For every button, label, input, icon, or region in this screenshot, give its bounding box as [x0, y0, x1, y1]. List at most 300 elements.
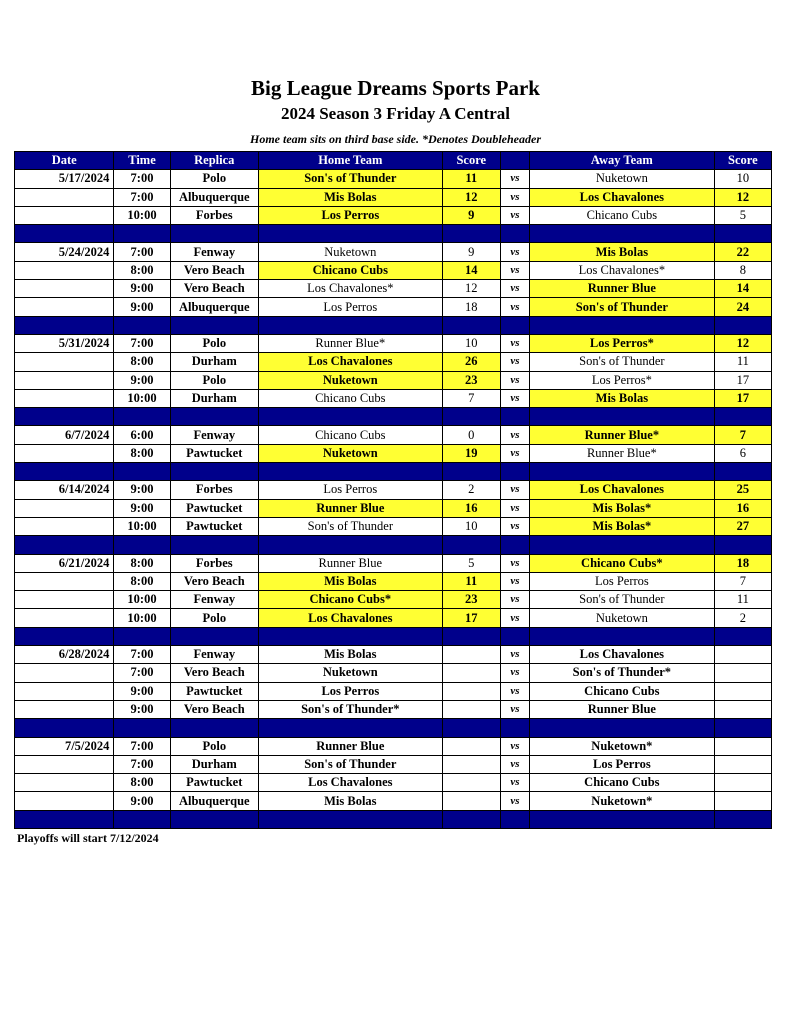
home-score: 2 — [442, 481, 500, 499]
vs-label: vs — [500, 389, 529, 407]
home-score — [442, 737, 500, 755]
game-row — [15, 554, 772, 572]
separator-cell — [15, 719, 114, 737]
away-team: Los Perros — [530, 755, 715, 773]
home-team: Runner Blue — [258, 499, 442, 517]
game-time: 7:00 — [114, 737, 170, 755]
game-date — [15, 206, 114, 224]
game-field: Vero Beach — [170, 700, 258, 718]
game-row — [15, 261, 772, 279]
game-date: 5/31/2024 — [15, 334, 114, 352]
separator-cell — [714, 463, 771, 481]
separator-cell — [714, 536, 771, 554]
home-team: Nuketown — [258, 243, 442, 261]
separator-cell — [500, 463, 529, 481]
game-time: 10:00 — [114, 609, 170, 627]
game-date — [15, 792, 114, 810]
away-team: Son's of Thunder* — [530, 664, 715, 682]
game-row — [15, 737, 772, 755]
away-score: 17 — [714, 371, 771, 389]
game-row — [15, 170, 772, 188]
home-team: Son's of Thunder — [258, 170, 442, 188]
separator-cell — [500, 536, 529, 554]
week-separator — [15, 463, 772, 481]
home-score: 18 — [442, 298, 500, 316]
game-field: Fenway — [170, 243, 258, 261]
game-field: Polo — [170, 609, 258, 627]
away-team: Mis Bolas — [530, 389, 715, 407]
home-score: 26 — [442, 353, 500, 371]
game-date — [15, 298, 114, 316]
game-time: 9:00 — [114, 700, 170, 718]
vs-label: vs — [500, 261, 529, 279]
away-team: Chicano Cubs — [530, 682, 715, 700]
separator-cell — [714, 316, 771, 334]
separator-cell — [442, 316, 500, 334]
separator-cell — [114, 719, 170, 737]
home-team: Los Chavalones — [258, 353, 442, 371]
home-score: 16 — [442, 499, 500, 517]
home-team: Los Perros — [258, 298, 442, 316]
schedule-table — [14, 151, 772, 829]
column-header-home-score: Score — [442, 152, 500, 170]
page-title: Big League Dreams Sports Park — [251, 76, 540, 100]
game-row — [15, 774, 772, 792]
home-team: Chicano Cubs* — [258, 591, 442, 609]
separator-cell — [170, 536, 258, 554]
game-field: Durham — [170, 353, 258, 371]
vs-label: vs — [500, 737, 529, 755]
away-score — [714, 700, 771, 718]
game-row — [15, 664, 772, 682]
away-team: Runner Blue — [530, 280, 715, 298]
away-team: Mis Bolas* — [530, 517, 715, 535]
away-score — [714, 682, 771, 700]
game-date: 6/21/2024 — [15, 554, 114, 572]
game-row — [15, 609, 772, 627]
game-date — [15, 591, 114, 609]
home-score — [442, 755, 500, 773]
separator-cell — [15, 536, 114, 554]
separator-cell — [170, 463, 258, 481]
vs-label: vs — [500, 426, 529, 444]
separator-cell — [530, 316, 715, 334]
away-score: 24 — [714, 298, 771, 316]
game-row — [15, 353, 772, 371]
separator-cell — [114, 225, 170, 243]
separator-cell — [15, 627, 114, 645]
game-field: Pawtucket — [170, 682, 258, 700]
away-team: Son's of Thunder — [530, 353, 715, 371]
away-team: Los Chavalones — [530, 646, 715, 664]
game-time: 9:00 — [114, 499, 170, 517]
home-score: 14 — [442, 261, 500, 279]
week-separator — [15, 408, 772, 426]
game-time: 10:00 — [114, 517, 170, 535]
vs-label: vs — [500, 517, 529, 535]
separator-cell — [170, 225, 258, 243]
vs-label: vs — [500, 554, 529, 572]
game-date — [15, 389, 114, 407]
game-time: 8:00 — [114, 353, 170, 371]
home-score: 19 — [442, 444, 500, 462]
vs-label: vs — [500, 774, 529, 792]
game-row — [15, 572, 772, 590]
away-score — [714, 664, 771, 682]
vs-label: vs — [500, 646, 529, 664]
separator-cell — [114, 627, 170, 645]
home-team: Los Chavalones — [258, 609, 442, 627]
home-score: 10 — [442, 334, 500, 352]
home-team: Son's of Thunder — [258, 755, 442, 773]
game-row — [15, 481, 772, 499]
separator-cell — [442, 225, 500, 243]
game-date: 6/28/2024 — [15, 646, 114, 664]
game-date — [15, 353, 114, 371]
away-score: 11 — [714, 591, 771, 609]
vs-label: vs — [500, 499, 529, 517]
separator-cell — [15, 463, 114, 481]
home-team: Son's of Thunder* — [258, 700, 442, 718]
away-score: 12 — [714, 334, 771, 352]
game-field: Vero Beach — [170, 261, 258, 279]
separator-cell — [15, 408, 114, 426]
separator-cell — [258, 810, 442, 828]
away-team: Chicano Cubs — [530, 206, 715, 224]
game-time: 9:00 — [114, 280, 170, 298]
game-date — [15, 280, 114, 298]
separator-cell — [15, 225, 114, 243]
vs-label: vs — [500, 664, 529, 682]
week-separator — [15, 810, 772, 828]
vs-label: vs — [500, 243, 529, 261]
game-row — [15, 755, 772, 773]
away-score: 22 — [714, 243, 771, 261]
separator-cell — [170, 627, 258, 645]
game-date — [15, 444, 114, 462]
game-time: 7:00 — [114, 646, 170, 664]
week-separator — [15, 627, 772, 645]
game-time: 8:00 — [114, 261, 170, 279]
home-score — [442, 682, 500, 700]
game-time: 10:00 — [114, 591, 170, 609]
away-team: Son's of Thunder — [530, 298, 715, 316]
game-field: Albuquerque — [170, 298, 258, 316]
home-score: 9 — [442, 243, 500, 261]
separator-cell — [170, 408, 258, 426]
game-date — [15, 774, 114, 792]
page-subtitle: 2024 Season 3 Friday A Central — [280, 104, 511, 123]
separator-cell — [258, 719, 442, 737]
separator-cell — [258, 627, 442, 645]
separator-cell — [15, 810, 114, 828]
away-score: 16 — [714, 499, 771, 517]
home-score: 11 — [442, 170, 500, 188]
game-time: 10:00 — [114, 206, 170, 224]
game-field: Forbes — [170, 554, 258, 572]
home-score: 12 — [442, 188, 500, 206]
separator-cell — [258, 316, 442, 334]
away-team: Los Chavalones* — [530, 261, 715, 279]
vs-label: vs — [500, 755, 529, 773]
vs-label: vs — [500, 481, 529, 499]
vs-label: vs — [500, 298, 529, 316]
game-field: Durham — [170, 755, 258, 773]
home-team: Mis Bolas — [258, 572, 442, 590]
separator-cell — [500, 810, 529, 828]
game-date — [15, 499, 114, 517]
vs-label: vs — [500, 280, 529, 298]
home-score — [442, 646, 500, 664]
home-team: Chicano Cubs — [258, 261, 442, 279]
game-time: 8:00 — [114, 572, 170, 590]
home-score: 0 — [442, 426, 500, 444]
separator-cell — [530, 225, 715, 243]
home-team: Los Perros — [258, 682, 442, 700]
separator-cell — [714, 810, 771, 828]
home-team: Runner Blue — [258, 554, 442, 572]
week-separator — [15, 225, 772, 243]
game-row — [15, 298, 772, 316]
game-row — [15, 334, 772, 352]
game-date — [15, 700, 114, 718]
vs-label: vs — [500, 700, 529, 718]
game-date — [15, 664, 114, 682]
game-date — [15, 517, 114, 535]
game-field: Forbes — [170, 206, 258, 224]
home-score — [442, 774, 500, 792]
game-time: 7:00 — [114, 170, 170, 188]
game-field: Vero Beach — [170, 572, 258, 590]
column-header-replica: Replica — [170, 152, 258, 170]
away-team: Los Perros* — [530, 334, 715, 352]
home-team: Nuketown — [258, 664, 442, 682]
game-time: 8:00 — [114, 554, 170, 572]
separator-cell — [530, 463, 715, 481]
game-row — [15, 646, 772, 664]
game-field: Fenway — [170, 646, 258, 664]
away-score — [714, 792, 771, 810]
game-row — [15, 188, 772, 206]
separator-cell — [170, 316, 258, 334]
separator-cell — [114, 463, 170, 481]
game-row — [15, 389, 772, 407]
separator-cell — [500, 316, 529, 334]
column-header-time: Time — [114, 152, 170, 170]
game-time: 8:00 — [114, 774, 170, 792]
game-row — [15, 682, 772, 700]
vs-label: vs — [500, 188, 529, 206]
separator-cell — [442, 810, 500, 828]
game-date — [15, 682, 114, 700]
game-row — [15, 444, 772, 462]
vs-label: vs — [500, 609, 529, 627]
header-row — [15, 152, 772, 170]
separator-cell — [258, 463, 442, 481]
home-team: Los Chavalones — [258, 774, 442, 792]
away-team: Runner Blue* — [530, 444, 715, 462]
game-time: 7:00 — [114, 755, 170, 773]
away-team: Runner Blue* — [530, 426, 715, 444]
game-time: 7:00 — [114, 188, 170, 206]
separator-cell — [170, 719, 258, 737]
away-team: Mis Bolas* — [530, 499, 715, 517]
home-team: Los Perros — [258, 481, 442, 499]
home-team: Chicano Cubs — [258, 426, 442, 444]
game-field: Pawtucket — [170, 499, 258, 517]
schedule-body — [15, 170, 772, 829]
separator-cell — [114, 408, 170, 426]
game-time: 10:00 — [114, 389, 170, 407]
away-team: Nuketown — [530, 170, 715, 188]
week-separator — [15, 316, 772, 334]
separator-cell — [258, 408, 442, 426]
home-team: Runner Blue — [258, 737, 442, 755]
away-score: 27 — [714, 517, 771, 535]
game-time: 9:00 — [114, 792, 170, 810]
separator-cell — [442, 719, 500, 737]
away-score: 11 — [714, 353, 771, 371]
home-team: Mis Bolas — [258, 188, 442, 206]
separator-cell — [15, 316, 114, 334]
vs-label: vs — [500, 682, 529, 700]
game-row — [15, 700, 772, 718]
game-row — [15, 792, 772, 810]
home-score: 9 — [442, 206, 500, 224]
game-row — [15, 280, 772, 298]
separator-cell — [530, 719, 715, 737]
game-field: Vero Beach — [170, 664, 258, 682]
game-date — [15, 755, 114, 773]
game-field: Polo — [170, 371, 258, 389]
away-score: 8 — [714, 261, 771, 279]
vs-label: vs — [500, 572, 529, 590]
separator-cell — [714, 627, 771, 645]
home-score: 11 — [442, 572, 500, 590]
column-header-away-score: Score — [714, 152, 771, 170]
column-header-date: Date — [15, 152, 114, 170]
game-field: Vero Beach — [170, 280, 258, 298]
game-time: 7:00 — [114, 243, 170, 261]
home-team: Los Chavalones* — [258, 280, 442, 298]
game-field: Forbes — [170, 481, 258, 499]
game-time: 8:00 — [114, 444, 170, 462]
game-time: 6:00 — [114, 426, 170, 444]
vs-label: vs — [500, 206, 529, 224]
home-score — [442, 700, 500, 718]
home-team: Mis Bolas — [258, 792, 442, 810]
home-team: Los Perros — [258, 206, 442, 224]
game-field: Fenway — [170, 591, 258, 609]
away-team: Los Chavalones — [530, 481, 715, 499]
home-team: Nuketown — [258, 371, 442, 389]
game-date — [15, 188, 114, 206]
away-team: Nuketown — [530, 609, 715, 627]
game-row — [15, 206, 772, 224]
separator-cell — [500, 225, 529, 243]
home-score — [442, 792, 500, 810]
away-score: 7 — [714, 572, 771, 590]
separator-cell — [714, 225, 771, 243]
game-date — [15, 609, 114, 627]
separator-cell — [530, 627, 715, 645]
away-team: Los Perros — [530, 572, 715, 590]
home-score: 23 — [442, 591, 500, 609]
column-header-vs — [500, 152, 529, 170]
game-date: 7/5/2024 — [15, 737, 114, 755]
away-team: Nuketown* — [530, 737, 715, 755]
vs-label: vs — [500, 792, 529, 810]
home-score: 10 — [442, 517, 500, 535]
game-row — [15, 499, 772, 517]
separator-cell — [114, 810, 170, 828]
doubleheader-note: Home team sits on third base side. *Denotes Doubleheader — [250, 132, 541, 146]
vs-label: vs — [500, 444, 529, 462]
game-field: Fenway — [170, 426, 258, 444]
game-field: Polo — [170, 737, 258, 755]
game-date — [15, 261, 114, 279]
home-score: 12 — [442, 280, 500, 298]
column-header-home-team: Home Team — [258, 152, 442, 170]
away-score: 10 — [714, 170, 771, 188]
game-field: Polo — [170, 170, 258, 188]
game-date: 6/14/2024 — [15, 481, 114, 499]
home-team: Runner Blue* — [258, 334, 442, 352]
game-field: Pawtucket — [170, 774, 258, 792]
game-date — [15, 572, 114, 590]
separator-cell — [530, 810, 715, 828]
home-score: 7 — [442, 389, 500, 407]
separator-cell — [114, 536, 170, 554]
away-score: 7 — [714, 426, 771, 444]
separator-cell — [442, 463, 500, 481]
vs-label: vs — [500, 353, 529, 371]
separator-cell — [442, 536, 500, 554]
game-date: 5/17/2024 — [15, 170, 114, 188]
away-team: Son's of Thunder — [530, 591, 715, 609]
game-time: 9:00 — [114, 371, 170, 389]
away-score: 25 — [714, 481, 771, 499]
game-date: 5/24/2024 — [15, 243, 114, 261]
separator-cell — [170, 810, 258, 828]
game-row — [15, 517, 772, 535]
away-team: Runner Blue — [530, 700, 715, 718]
game-field: Durham — [170, 389, 258, 407]
playoffs-note: Playoffs will start 7/12/2024 — [17, 831, 159, 845]
separator-cell — [442, 627, 500, 645]
away-score — [714, 774, 771, 792]
separator-cell — [714, 408, 771, 426]
away-score: 14 — [714, 280, 771, 298]
vs-label: vs — [500, 334, 529, 352]
game-date: 6/7/2024 — [15, 426, 114, 444]
week-separator — [15, 719, 772, 737]
separator-cell — [114, 316, 170, 334]
away-score: 17 — [714, 389, 771, 407]
separator-cell — [500, 719, 529, 737]
separator-cell — [258, 225, 442, 243]
home-score: 5 — [442, 554, 500, 572]
vs-label: vs — [500, 170, 529, 188]
game-row — [15, 426, 772, 444]
away-score: 18 — [714, 554, 771, 572]
separator-cell — [258, 536, 442, 554]
away-team: Mis Bolas — [530, 243, 715, 261]
game-time: 9:00 — [114, 298, 170, 316]
away-score — [714, 755, 771, 773]
away-team: Nuketown* — [530, 792, 715, 810]
away-team: Los Perros* — [530, 371, 715, 389]
